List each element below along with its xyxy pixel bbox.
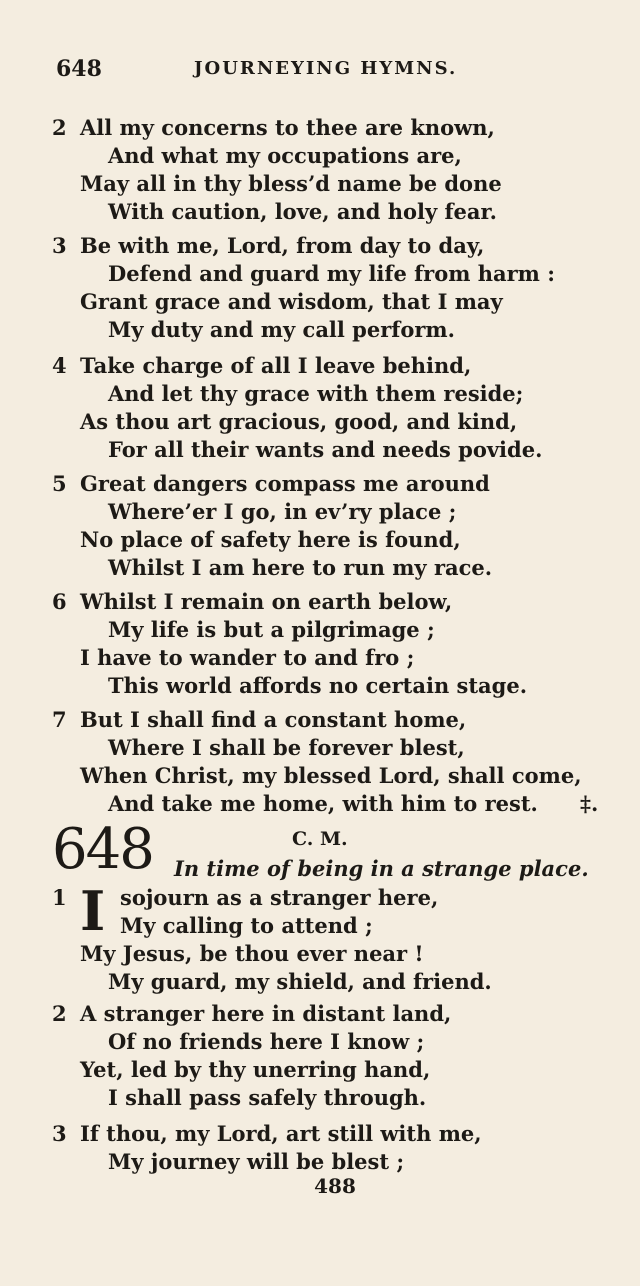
stanza-3 — [52, 232, 632, 344]
verse-line: Whilst I remain on earth below, — [80, 589, 453, 614]
verse-line: And let thy grace with them reside; — [108, 381, 524, 406]
stanza-number: 3 — [52, 1121, 67, 1146]
signature-mark: 488 — [314, 1174, 356, 1198]
verse-line: My guard, my shield, and friend. — [108, 969, 492, 994]
verse-line: Of no friends here I know ; — [108, 1029, 425, 1054]
hymn-meter: C. M. — [292, 828, 348, 850]
verse-line: For all their wants and needs povide. — [108, 437, 543, 462]
verse-line: Great dangers compass me around — [80, 471, 490, 496]
verse-line: As thou art gracious, good, and kind, — [80, 409, 518, 434]
verse-line: A stranger here in distant land, — [80, 1001, 452, 1026]
stanza-2b — [52, 1000, 632, 1112]
stanza-number: 3 — [52, 233, 67, 258]
stanza-2 — [52, 114, 632, 226]
verse-line: No place of safety here is found, — [80, 527, 461, 552]
stanza-number: 2 — [52, 1001, 67, 1026]
verse-line: Be with me, Lord, from day to day, — [80, 233, 485, 258]
verse-line: sojourn as a stranger here, — [120, 885, 439, 910]
verse-line: My Jesus, be thou ever near ! — [80, 941, 424, 966]
stanza-5 — [52, 470, 632, 582]
stanza-4 — [52, 352, 632, 464]
verse-line: All my concerns to thee are known, — [80, 115, 495, 140]
verse-line: Take charge of all I leave behind, — [80, 353, 472, 378]
page-number: 648 — [56, 56, 102, 82]
stanza-1 — [52, 879, 632, 996]
stanza-number: 5 — [52, 471, 67, 496]
verse-line: My journey will be blest ; — [108, 1149, 405, 1174]
printer-mark: ‡. — [580, 791, 599, 816]
running-title: JOURNEYING HYMNS. — [194, 58, 458, 79]
hymn-heading — [52, 817, 622, 886]
verse-line: Grant grace and wisdom, that I may — [80, 289, 503, 314]
verse-line: May all in thy bless’d name be done — [80, 171, 502, 196]
verse-line: Where’er I go, in ev’ry place ; — [108, 499, 457, 524]
verse-line: This world affords no certain stage. — [108, 673, 528, 698]
verse-line: If thou, my Lord, art still with me, — [80, 1121, 482, 1146]
verse-line: And take me home, with him to rest. — [108, 791, 538, 816]
verse-line: And what my occupations are, — [108, 143, 462, 168]
stanza-number: 4 — [52, 353, 67, 378]
stanza-3b — [52, 1120, 632, 1176]
stanza-number: 1 — [52, 885, 67, 910]
verse-line: I shall pass safely through. — [108, 1085, 427, 1110]
verse-line: Yet, led by thy unerring hand, — [80, 1057, 431, 1082]
verse-line: My life is but a pilgrimage ; — [108, 617, 435, 642]
verse-line: Where I shall be forever blest, — [108, 735, 465, 760]
stanza-number: 2 — [52, 115, 67, 140]
hymn-number: 648 — [52, 817, 153, 882]
stanza-7 — [52, 706, 632, 818]
hymn-subtitle: In time of being in a strange place. — [174, 856, 589, 881]
verse-line: With caution, love, and holy fear. — [108, 199, 497, 224]
verse-line: My duty and my call perform. — [108, 317, 455, 342]
verse-line: My calling to attend ; — [120, 913, 373, 938]
verse-line: But I shall find a constant home, — [80, 707, 467, 732]
drop-cap: I — [80, 879, 106, 943]
page-header — [56, 56, 616, 86]
stanza-6 — [52, 588, 632, 700]
verse-line: Defend and guard my life from harm : — [108, 261, 555, 286]
verse-line: When Christ, my blessed Lord, shall come, — [80, 763, 582, 788]
stanza-number: 7 — [52, 707, 67, 732]
stanza-number: 6 — [52, 589, 67, 614]
verse-line: Whilst I am here to run my race. — [108, 555, 493, 580]
page-footer — [0, 1174, 640, 1198]
verse-line: I have to wander to and fro ; — [80, 645, 415, 670]
